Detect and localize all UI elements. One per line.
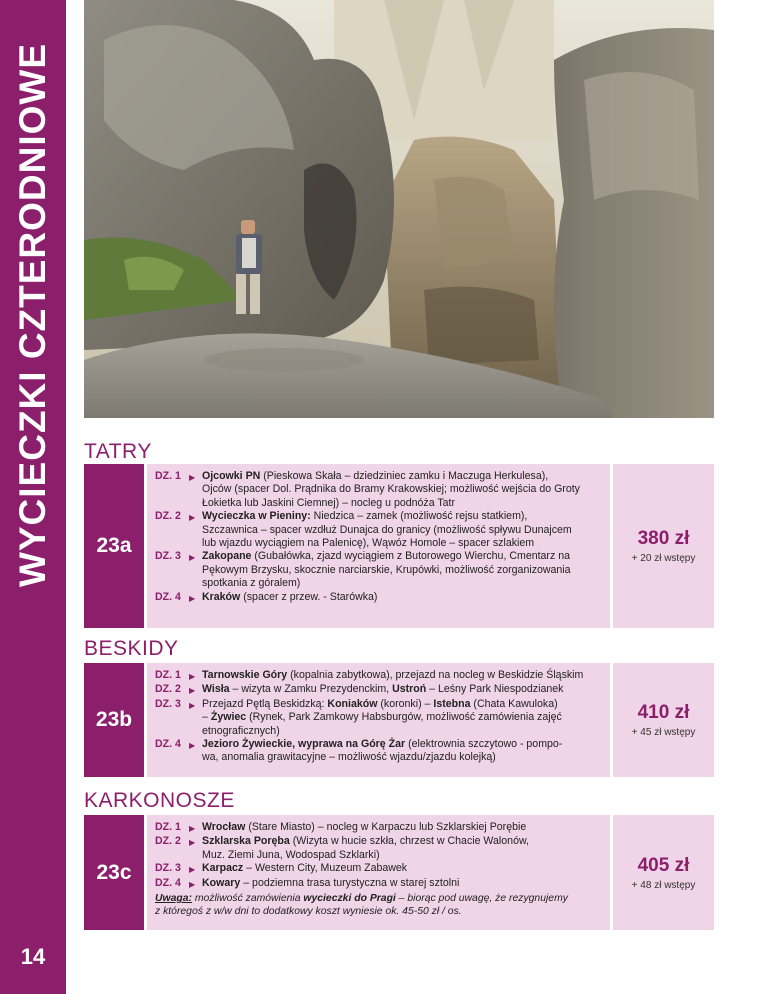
tour-description [147, 815, 610, 930]
day-label: DZ. 1 [155, 470, 181, 482]
day-description: Zakopane (Gubałówka, zjazd wyciągiem z Butorowego Wierchu, Cmentarz na Pękowym Brzysku, skocznie narciarskie, Krupówki, możliwość zorganizowania spotkania z góralem) [202, 550, 571, 590]
arrow-right-icon: ▶ [189, 741, 196, 751]
sidebar [0, 0, 66, 994]
arrow-right-icon: ▶ [189, 700, 196, 710]
itinerary-day [155, 738, 604, 765]
tour-code: 23b [84, 663, 144, 777]
itinerary-day [155, 877, 604, 891]
sidebar-title: WYCIECZKI CZTERODNIOWE [12, 42, 53, 588]
section-heading-beskidy: BESKIDY [84, 637, 179, 660]
price-box [613, 464, 714, 628]
day-description: Przejazd Pętlą Beskidzką: Koniaków (koronki) – Istebna (Chata Kawuloka) – Żywiec (Rynek, Park Zamkowy Habsburgów, możliwość zamówienia zajęć etnograficznych) [202, 697, 562, 737]
day-description: Ojcowki PN (Pieskowa Skała – dziedziniec zamku i Maczuga Herkulesa), Ojców (spacer Dol. Prądnika do Bramy Krakowskiej; możliwość wejścia do Groty Łokietka lub Jaskini Ciemnej) – nocleg u podnóża Tatr [202, 470, 580, 509]
arrow-right-icon: ▶ [189, 473, 196, 482]
day-label: DZ. 1 [155, 669, 181, 681]
tour-23c [84, 815, 714, 930]
arrow-right-icon: ▶ [189, 879, 196, 889]
itinerary-day [155, 669, 604, 683]
itinerary-day [155, 862, 604, 876]
itinerary-day [155, 591, 604, 605]
section-heading-karkonosze: KARKONOSZE [84, 789, 235, 812]
day-description: Wycieczka w Pieniny: Niedzica – zamek (możliwość rejsu statkiem), Szczawnica – spacer wzdłuż Dunajca do granicy (możliwość spływu Dunajcem lub wjazdu wyciągiem na Palenicę), Wąwóz Homole – spacer szlakiem [202, 510, 572, 550]
tour-description [147, 663, 610, 777]
tour-23b [84, 663, 714, 777]
day-label: DZ. 2 [155, 835, 181, 848]
itinerary-day [155, 683, 604, 697]
tour-code: 23c [84, 815, 144, 930]
price-box [613, 663, 714, 777]
note: Uwaga: możliwość zamówienia wycieczki do Pragi – biorąc pod uwagę, że rezygnujemy z któregoś z w/w dni to dodatkowy koszt wyniesie ok. 45-50 zł / os. [155, 893, 568, 918]
day-label: DZ. 4 [155, 738, 181, 751]
itinerary-day [155, 550, 604, 590]
arrow-right-icon: ▶ [189, 838, 196, 848]
tour-description [147, 464, 610, 628]
day-description: Karpacz – Western City, Muzeum Zabawek [202, 862, 408, 875]
price-amount: 405 zł [637, 854, 690, 876]
day-label: DZ. 4 [155, 590, 181, 603]
price-amount: 380 zł [637, 528, 690, 549]
day-description: Szklarska Poręba (Wizyta w hucie szkła, chrzest w Chacie Walonów, Muz. Ziemi Juna, Wodospad Szklarki) [202, 835, 529, 861]
price-box [613, 815, 714, 930]
arrow-right-icon: ▶ [189, 672, 196, 681]
arrow-right-icon: ▶ [189, 513, 196, 523]
itinerary [155, 470, 604, 605]
price-extra: + 45 zł wstępy [631, 727, 696, 738]
day-label: DZ. 4 [155, 876, 181, 889]
arrow-right-icon: ▶ [189, 553, 196, 563]
day-label: DZ. 2 [155, 683, 181, 696]
day-description: Jezioro Żywieckie, wyprawa na Górę Żar (elektrownia szczytowo - pompo- wa, anomalia grawitacyjne – możliwość wjazdu/zjazdu kolejką) [202, 738, 563, 764]
itinerary-day [155, 470, 604, 510]
day-label: DZ. 2 [155, 510, 181, 523]
tour-code: 23a [84, 464, 144, 628]
arrow-right-icon: ▶ [189, 865, 196, 875]
section-heading-tatry: TATRY [84, 440, 152, 463]
day-description: Wrocław (Stare Miasto) – nocleg w Karpaczu lub Szklarskiej Porębie [202, 821, 527, 833]
price-extra: + 48 zł wstępy [631, 879, 696, 891]
day-label: DZ. 3 [155, 862, 181, 875]
arrow-right-icon: ▶ [189, 593, 196, 603]
arrow-right-icon: ▶ [189, 686, 196, 696]
day-label: DZ. 3 [155, 550, 181, 563]
itinerary [155, 821, 604, 918]
day-description: Tarnowskie Góry (kopalnia zabytkowa), przejazd na nocleg w Beskidzie Śląskim [202, 669, 584, 681]
arrow-right-icon: ▶ [189, 824, 196, 833]
tour-23a [84, 464, 714, 628]
day-description: Kraków (spacer z przew. - Starówka) [202, 590, 378, 603]
day-label: DZ. 3 [155, 697, 181, 710]
itinerary-day [155, 510, 604, 550]
page-number: 14 [20, 944, 46, 969]
itinerary-day [155, 698, 604, 738]
day-label: DZ. 1 [155, 821, 181, 833]
day-description: Kowary – podziemna trasa turystyczna w starej sztolni [202, 876, 460, 889]
price-extra: + 20 zł wstępy [631, 553, 696, 564]
itinerary-day [155, 821, 604, 835]
day-description: Wisła – wizyta w Zamku Prezydenckim, Ustroń – Leśny Park Niespodzianek [202, 683, 564, 696]
itinerary-day [155, 835, 604, 862]
rock-formations-photo [84, 0, 714, 418]
price-amount: 410 zł [637, 702, 690, 723]
itinerary [155, 669, 604, 765]
